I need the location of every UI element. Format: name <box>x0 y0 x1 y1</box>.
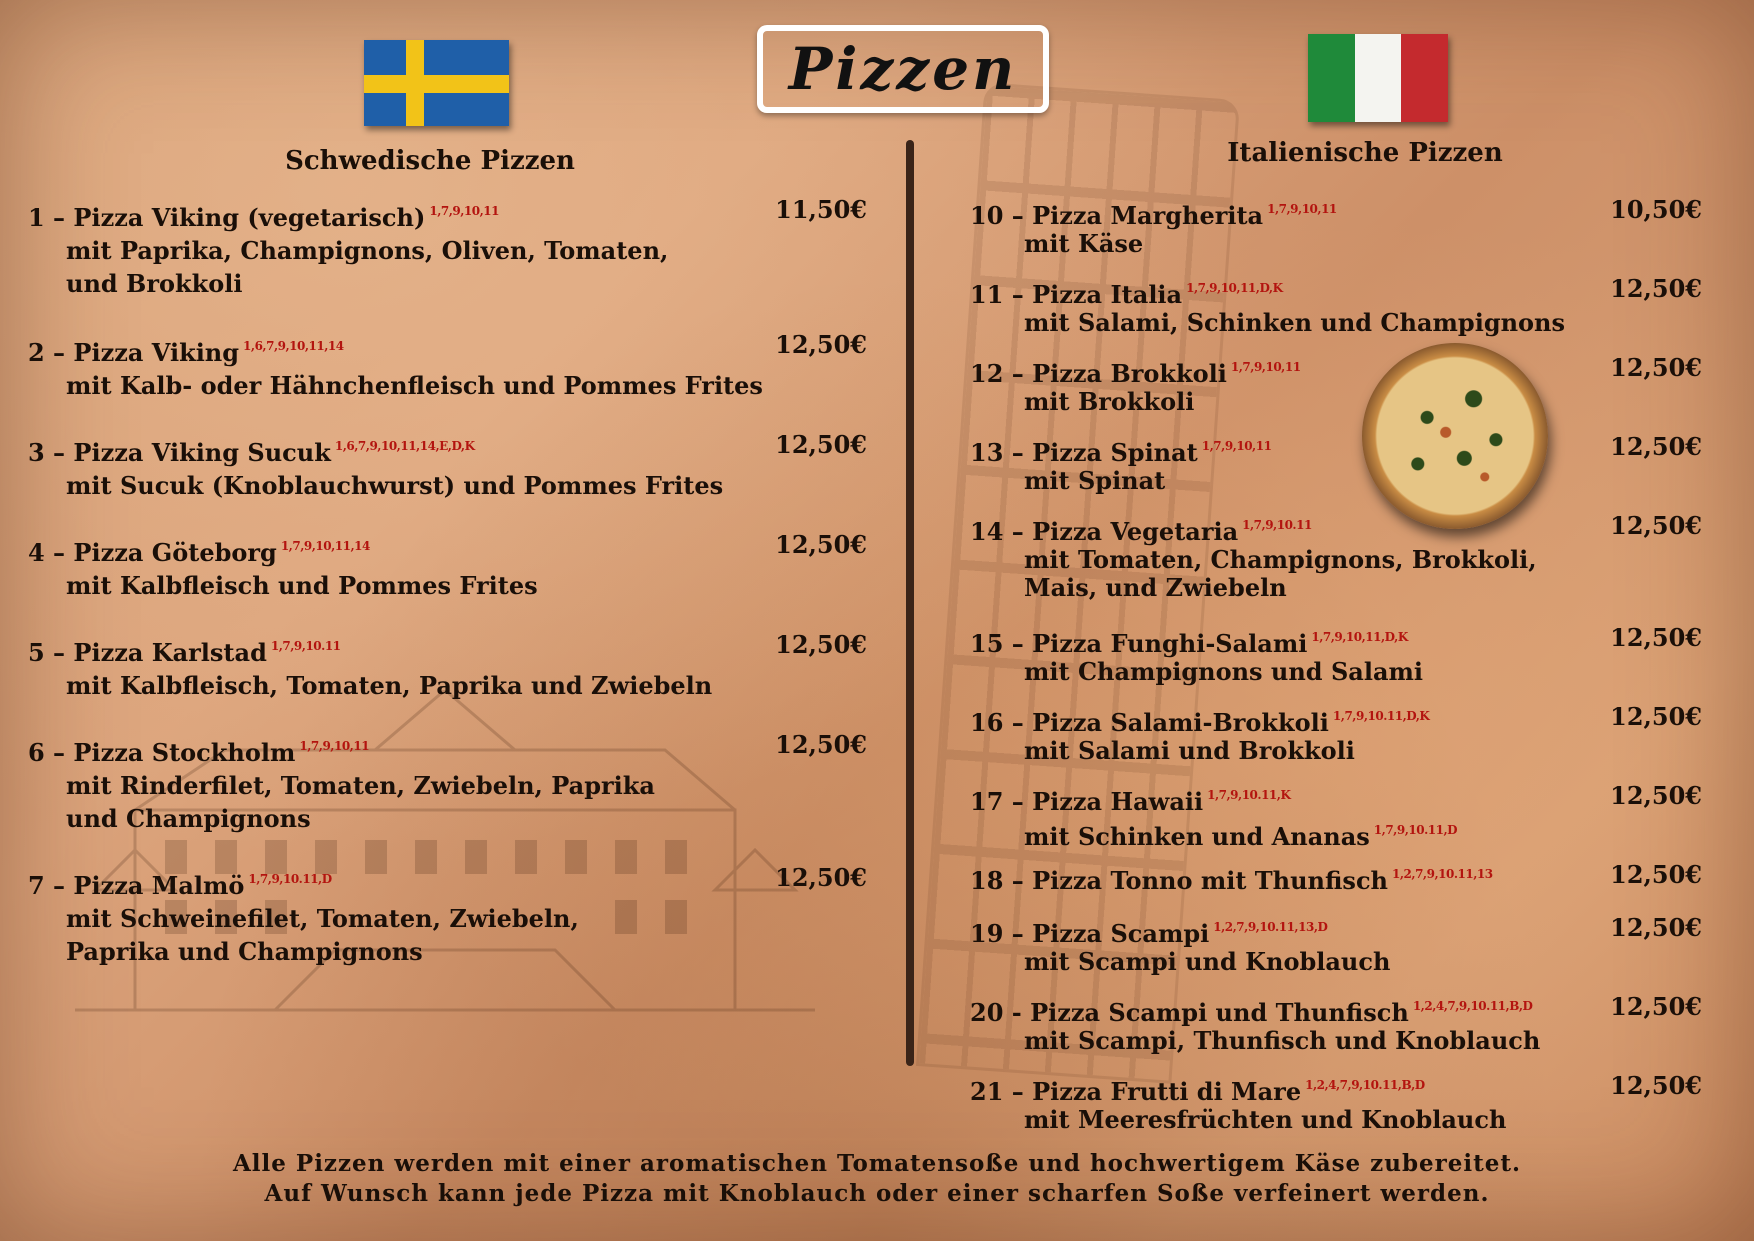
item-price: 11,50€ <box>775 195 867 224</box>
item-description: mit Schweinefilet, Tomaten, Zwiebeln, Paprika und Champignons <box>66 904 579 966</box>
item-title-line <box>970 860 1493 895</box>
item-title-line <box>970 1071 1506 1106</box>
item-price: 10,50€ <box>1610 195 1702 224</box>
item-title-line <box>970 781 1457 816</box>
item-description: mit Champignons und Salami <box>1024 657 1423 686</box>
item-allergens: 1,6,7,9,10,11,14,E,D,K <box>334 439 475 453</box>
item-number: 20 - <box>970 998 1022 1027</box>
item-title-line <box>28 195 668 234</box>
item-name: Pizza Frutti di Mare <box>1023 1077 1302 1106</box>
item-description: mit Meeresfrüchten und Knoblauch <box>1024 1105 1507 1134</box>
menu-item <box>970 432 1271 495</box>
item-price: 12,50€ <box>775 530 867 559</box>
item-name: Pizza Vegetaria <box>1023 517 1239 546</box>
item-number: 18 – <box>970 866 1024 895</box>
item-price: 12,50€ <box>775 430 867 459</box>
item-price: 12,50€ <box>1610 353 1702 382</box>
item-number: 12 – <box>970 359 1024 388</box>
menu-item <box>970 702 1429 765</box>
item-description: mit Salami und Brokkoli <box>1024 736 1355 765</box>
item-number: 16 – <box>970 708 1024 737</box>
item-name: Pizza Karlstad <box>65 638 267 667</box>
item-title-line <box>28 730 655 769</box>
italian-flag-icon <box>1308 34 1448 122</box>
menu-item <box>970 623 1423 686</box>
swedish-heading: Schwedische Pizzen <box>285 146 575 176</box>
item-allergens: 1,7,9,10,11,D,K <box>1186 281 1283 295</box>
item-number: 15 – <box>970 629 1024 658</box>
item-allergens: 1,2,4,7,9,10.11,B,D <box>1412 999 1533 1013</box>
item-description: mit Spinat <box>1024 466 1166 495</box>
item-number: 13 – <box>970 438 1024 467</box>
item-description: mit Brokkoli <box>1024 387 1195 416</box>
menu-item <box>28 863 579 968</box>
item-price: 12,50€ <box>1610 913 1702 942</box>
menu-item <box>970 913 1390 976</box>
italian-heading: Italienische Pizzen <box>1227 138 1503 168</box>
item-price: 12,50€ <box>1610 274 1702 303</box>
pizza-photo <box>1362 343 1548 529</box>
item-price: 12,50€ <box>775 330 867 359</box>
footer-line-1: Alle Pizzen werden mit einer aromatischen Tomatensoße und hochwertigem Käse zubereitet. <box>232 1150 1522 1177</box>
item-number: 11 – <box>970 280 1024 309</box>
menu-item <box>970 511 1537 602</box>
item-allergens: 1,7,9,10.11,D,K <box>1332 709 1430 723</box>
item-allergens: 1,7,9,10,11 <box>429 204 500 218</box>
swedish-flag-icon <box>364 40 509 126</box>
item-allergens: 1,7,9,10,11,14 <box>280 539 370 553</box>
item-description: mit Tomaten, Champignons, Brokkoli, Mais, und Zwiebeln <box>1024 545 1537 602</box>
item-description: mit Sucuk (Knoblauchwurst) und Pommes Frites <box>66 471 724 500</box>
item-title-line <box>28 330 763 369</box>
item-allergens: 1,2,7,9,10.11,13 <box>1392 867 1493 881</box>
item-number: 6 – <box>28 738 66 767</box>
item-allergens: 1,7,9,10.11 <box>1242 518 1312 532</box>
item-number: 14 – <box>970 517 1024 546</box>
menu-title: Pizzen <box>788 35 1018 103</box>
item-number: 21 – <box>970 1077 1024 1106</box>
item-allergens: 1,6,7,9,10,11,14 <box>243 339 344 353</box>
item-number: 17 – <box>970 787 1024 816</box>
item-title-line <box>970 511 1537 546</box>
item-title-line <box>970 274 1565 309</box>
menu-item <box>28 195 668 300</box>
menu-item <box>28 630 712 702</box>
item-price: 12,50€ <box>1610 623 1702 652</box>
item-allergens: 1,2,4,7,9,10.11,B,D <box>1305 1078 1425 1092</box>
item-description: mit Salami, Schinken und Champignons <box>1024 308 1566 337</box>
item-title-line <box>970 702 1429 737</box>
item-name: Pizza Scampi und Thunfisch <box>1021 998 1409 1027</box>
item-name: Pizza Göteborg <box>65 538 277 567</box>
item-description: mit Scampi, Thunfisch und Knoblauch <box>1024 1026 1541 1055</box>
item-name: Pizza Viking (vegetarisch) <box>65 203 426 232</box>
item-description: mit Kalb- oder Hähnchenfleisch und Pommes Frites <box>66 371 763 400</box>
item-name: Pizza Hawaii <box>1023 787 1204 816</box>
item-title-line <box>28 430 723 469</box>
menu-item <box>970 781 1457 851</box>
item-allergens: 1,7,9,10.11,K <box>1207 788 1291 802</box>
item-price: 12,50€ <box>1610 432 1702 461</box>
item-price: 12,50€ <box>1610 511 1702 540</box>
item-allergens: 1,7,9,10.11 <box>270 639 341 653</box>
item-name: Pizza Viking <box>65 338 240 367</box>
item-name: Pizza Spinat <box>1023 438 1198 467</box>
item-price: 12,50€ <box>775 630 867 659</box>
item-number: 1 – <box>28 203 66 232</box>
item-title-line <box>970 623 1423 658</box>
item-allergens: 1,7,9,10,11 <box>1230 360 1301 374</box>
item-name: Pizza Scampi <box>1023 919 1210 948</box>
item-description: mit Käse <box>1024 229 1144 258</box>
item-name: Pizza Stockholm <box>65 738 296 767</box>
item-price: 12,50€ <box>1610 702 1702 731</box>
item-price: 12,50€ <box>1610 860 1702 889</box>
item-title-line <box>28 863 579 902</box>
menu-item <box>970 1071 1506 1134</box>
item-description: mit Rinderfilet, Tomaten, Zwiebeln, Paprika und Champignons <box>66 771 655 833</box>
menu-item <box>970 353 1301 416</box>
item-price: 12,50€ <box>1610 781 1702 810</box>
item-allergens: 1,2,7,9,10.11,13,D <box>1213 920 1328 934</box>
item-allergens: 1,7,9,10,11 <box>299 739 370 753</box>
item-name: Pizza Salami-Brokkoli <box>1023 708 1329 737</box>
item-name: Pizza Brokkoli <box>1023 359 1227 388</box>
item-price: 12,50€ <box>775 730 867 759</box>
item-allergens: 1,7,9,10,11,D,K <box>1311 630 1408 644</box>
item-price: 12,50€ <box>1610 1071 1702 1100</box>
item-description: mit Kalbfleisch, Tomaten, Paprika und Zwiebeln <box>66 671 713 700</box>
item-price: 12,50€ <box>1610 992 1702 1021</box>
item-title-line <box>28 630 712 669</box>
item-number: 7 – <box>28 871 66 900</box>
footer-line-2: Auf Wunsch kann jede Pizza mit Knoblauch oder einer scharfen Soße verfeinert werden. <box>264 1180 1490 1207</box>
menu-item <box>970 195 1337 258</box>
item-title-line <box>970 913 1390 948</box>
item-number: 19 – <box>970 919 1024 948</box>
item-name: Pizza Tonno mit Thunfisch <box>1023 866 1389 895</box>
menu-item <box>28 730 655 835</box>
item-allergens: 1,7,9,10,11 <box>1201 439 1272 453</box>
item-title-line <box>970 992 1540 1027</box>
item-allergens: 1,7,9,10,11 <box>1267 202 1337 216</box>
menu-item <box>970 992 1540 1055</box>
item-name: Pizza Margherita <box>1023 201 1264 230</box>
item-title-line <box>970 353 1301 388</box>
item-title-line <box>970 432 1271 467</box>
item-name: Pizza Italia <box>1023 280 1183 309</box>
item-number: 3 – <box>28 438 66 467</box>
item-price: 12,50€ <box>775 863 867 892</box>
item-number: 5 – <box>28 638 66 667</box>
menu-item <box>970 860 1493 895</box>
menu-item <box>970 274 1565 337</box>
item-name: Pizza Viking Sucuk <box>65 438 331 467</box>
item-description: mit Kalbfleisch und Pommes Frites <box>66 571 538 600</box>
item-description: mit Scampi und Knoblauch <box>1024 947 1391 976</box>
menu-item <box>28 530 538 602</box>
description-allergens: 1,7,9,10.11,D <box>1373 823 1458 837</box>
item-number: 2 – <box>28 338 66 367</box>
item-name: Pizza Malmö <box>65 871 245 900</box>
item-name: Pizza Funghi-Salami <box>1023 629 1308 658</box>
item-description: mit Paprika, Champignons, Oliven, Tomaten, und Brokkoli <box>66 236 669 298</box>
menu-item <box>28 330 763 402</box>
column-divider <box>906 140 914 1066</box>
item-number: 4 – <box>28 538 66 567</box>
item-number: 10 – <box>970 201 1024 230</box>
item-title-line <box>28 530 538 569</box>
item-description: mit Schinken und Ananas $^{1,7,9,10.11,D}$ <box>1024 822 1458 851</box>
menu-title-box <box>757 25 1049 113</box>
menu-item <box>28 430 723 502</box>
item-allergens: 1,7,9,10.11,D <box>248 872 332 886</box>
item-title-line <box>970 195 1337 230</box>
